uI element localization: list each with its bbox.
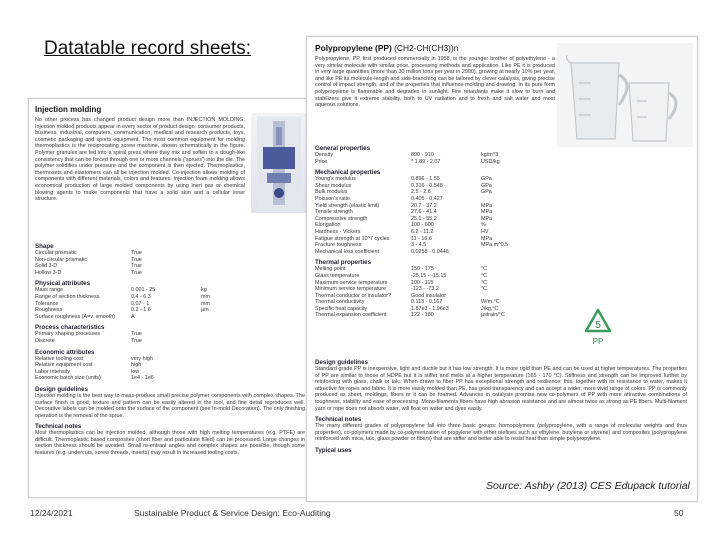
prop-unit: °C — [481, 266, 488, 273]
economic-heading: Economic attributes — [35, 348, 95, 356]
table-row — [35, 375, 305, 382]
injection-machine-schematic — [251, 113, 307, 213]
table-row — [315, 189, 577, 196]
prop-value: 100 - 600 — [411, 222, 434, 229]
pp-technical-notes-heading: Technical notes — [315, 416, 362, 424]
table-row — [315, 203, 577, 210]
prop-name: Specific heat capacity — [315, 305, 368, 312]
table-row — [35, 294, 305, 301]
prop-unit: % — [481, 222, 486, 229]
general-properties-heading: General properties — [315, 145, 371, 152]
attr-name: Non-circular prismatic — [35, 256, 88, 263]
attr-name: Surface roughness (A=v. smooth) — [35, 313, 116, 320]
injection-intro-section — [35, 105, 245, 203]
prop-unit: °C — [481, 272, 488, 279]
typical-uses-heading: Typical uses — [315, 446, 352, 454]
prop-unit: kg/m^3 — [481, 152, 499, 158]
prop-name: Density — [315, 152, 333, 158]
injection-sheet-title: Injection molding — [35, 105, 102, 114]
prop-value: 11 - 16.6 — [411, 235, 432, 242]
attr-value: 0.2 - 1.6 — [131, 307, 151, 314]
attr-value: True — [131, 337, 142, 344]
injection-machine-illustration — [251, 113, 307, 213]
attr-value: True — [131, 269, 142, 276]
prop-value: 0.0258 - 0.0446 — [411, 248, 449, 255]
prop-value: * 1.89 - 2.07 — [411, 158, 441, 165]
pp-design-guidelines-heading: Design guidelines — [315, 359, 368, 366]
table-row — [315, 306, 577, 313]
thermal-properties-heading: Thermal properties — [315, 259, 372, 267]
process-heading: Process characteristics — [35, 324, 105, 332]
attr-value: True — [131, 256, 142, 263]
table-row — [315, 280, 577, 287]
prop-name: Mechanical loss coefficient — [315, 248, 380, 255]
prop-name: Fracture toughness — [315, 242, 362, 249]
prop-name: Young's modulus — [315, 176, 356, 183]
attr-value: very high — [131, 355, 153, 362]
prop-name: Glass temperature — [315, 272, 360, 279]
injection-intro-text: No other process has changed product design more than INJECTION MOLDING. Injection molded products appear in every sector of product design: consumer products, business, industrial, computers, communication, medical and research products, toys, cosmetic packaging and sports equipment. The most common equipment for molding thermoplastics is the reciprocating screw machine, shown schematically in the figure. Polymer granules are fed into a spiral press where they mix and soften to a dough-like consistency that can be forced through one or more channels ('sprues') into the die. The polymer solidifies under pressure and the component is then ejected. Thermoplastics, thermosets and elastomers can all be injection molded. Co-injection allows molding of components with different materials, colors and features. Injection foam molding allows economical production of large molded components by using inert gas or chemical blowing agents to make components that have a solid skin and a cellular inner structure. — [35, 117, 245, 203]
source-citation: Source: Ashby (2013) CES Edupack tutorial — [486, 480, 690, 492]
prop-value: 27.6 - 41.4 — [411, 209, 437, 216]
table-row — [35, 338, 305, 345]
table-row — [315, 312, 577, 319]
attr-name: Hollow 3-D — [35, 269, 62, 276]
design-guidelines-text: Injection molding is the best way to mass-produce small precise polymer components with complex shapes. The surface finish is good; texture and pattern can be easily altered in the tool, and fine detail reproduces well. Decorative labels can be molded onto the surface of the component (see In-mold Decoration). The only finishing operation is the removal of the sprue. — [35, 392, 305, 419]
prop-name: Thermal conductivity — [315, 299, 365, 306]
prop-unit: GPa — [481, 182, 492, 189]
table-row — [315, 176, 577, 183]
table-row — [315, 222, 577, 229]
recycling-symbol — [583, 307, 613, 349]
pp-title-text: Polypropylene (PP) — [315, 43, 392, 53]
prop-name: Elongation — [315, 222, 341, 229]
pp-properties-section — [315, 141, 577, 319]
polypropylene-record-sheet — [306, 36, 698, 502]
attr-value: 0.07 - 1 — [131, 300, 150, 307]
prop-name: Yield strength (elastic limit) — [315, 202, 380, 209]
attr-name: Roughness — [35, 307, 63, 314]
prop-name: Hardness - Vickers — [315, 228, 361, 235]
prop-name: Minimum service temperature — [315, 286, 386, 293]
shape-heading: Shape — [35, 243, 54, 250]
attr-unit: µm — [201, 307, 209, 314]
table-row — [35, 263, 305, 270]
attr-unit — [201, 314, 241, 321]
prop-unit: MPa — [481, 202, 493, 209]
prop-unit: HV — [481, 228, 489, 235]
prop-value: 0.113 - 0.167 — [411, 299, 443, 306]
footer-date: 12/24/2021 — [30, 508, 73, 518]
prop-value: 0.316 - 0.548 — [411, 182, 443, 189]
table-row — [35, 356, 305, 363]
technical-notes-heading: Technical notes — [35, 423, 82, 431]
prop-name: Bulk modulus — [315, 189, 348, 196]
attr-name: Labor intensity — [35, 368, 71, 375]
prop-value: 1.87e3 - 1.96e3 — [411, 305, 449, 312]
table-row — [315, 299, 577, 306]
attr-value: high — [131, 362, 142, 369]
table-row — [315, 242, 577, 249]
measuring-jugs-photo — [557, 43, 693, 147]
prop-unit: USD/kg — [481, 158, 500, 165]
prop-value: -123 - -73.2 — [411, 286, 439, 293]
prop-value: 2.5 - 2.6 — [411, 189, 431, 196]
prop-name: Thermal expansion coefficient — [315, 312, 387, 319]
prop-unit: J/kg.°C — [481, 305, 499, 312]
table-row — [315, 216, 577, 223]
attr-name: Circular prismatic — [35, 250, 77, 256]
pp-intro-section — [315, 43, 555, 109]
prop-name: Melting point — [315, 266, 346, 273]
prop-unit — [481, 249, 521, 256]
table-row — [35, 301, 305, 308]
attr-unit: kg — [201, 287, 207, 294]
table-row — [315, 273, 577, 280]
prop-unit: µstrain/°C — [481, 312, 505, 319]
pp-formula: (CH2-CH(CH3))n — [394, 43, 459, 53]
attr-value: 0.4 - 6.3 — [131, 293, 151, 300]
attr-name: Discrete — [35, 337, 55, 344]
recycle-label: PP — [592, 337, 604, 346]
prop-unit: MPa — [481, 209, 493, 216]
mechanical-properties-heading: Mechanical properties — [315, 169, 381, 177]
prop-unit: GPa — [481, 189, 492, 196]
table-row — [315, 229, 577, 236]
prop-value: 6.2 - 11.2 — [411, 228, 434, 235]
table-row — [315, 293, 577, 300]
table-row — [315, 152, 577, 159]
physical-heading: Physical attributes — [35, 280, 91, 288]
table-row — [35, 314, 305, 321]
prop-unit: MPa.m^0.5 — [481, 242, 509, 249]
slide-title: Datatable record sheets: — [44, 38, 252, 59]
prop-name: Thermal conductor or insulator? — [315, 292, 392, 299]
table-row — [315, 183, 577, 190]
attr-value: True — [131, 250, 142, 256]
table-row — [315, 249, 577, 256]
prop-name: Shear modulus — [315, 182, 352, 189]
attr-value: low — [131, 368, 140, 375]
prop-value: 100 - 115 — [411, 279, 434, 286]
attr-name: Mass range — [35, 287, 64, 294]
prop-value: 0.405 - 0.427 — [411, 195, 443, 202]
attr-name: Primary shaping processes — [35, 331, 101, 338]
technical-notes-text: Most thermoplastics can be injection molded, although those with high melting temperatures (e.g. PTFE) are difficult. Thermoplastic based composites (short fiber and particulate filled) can be processed. Large changes in section thickness should be avoided. Small re-entrant angles and complex shapes are possible, though some features (e.g. undercuts, screw threads, inserts) may result in increased tooling costs. — [35, 430, 305, 457]
table-row — [315, 209, 577, 216]
prop-unit — [481, 293, 521, 300]
prop-value: 122 - 180 — [411, 312, 434, 319]
attr-name: Economic batch size (units) — [35, 375, 101, 382]
prop-unit: GPa — [481, 176, 492, 183]
prop-name: Compressive strength — [315, 215, 368, 222]
attr-name: Range of section thickness — [35, 293, 100, 300]
table-row — [35, 257, 305, 264]
prop-unit: MPa — [481, 215, 493, 222]
recycle-icon — [583, 307, 613, 349]
prop-unit: MPa — [481, 235, 493, 242]
prop-unit: W/m.°C — [481, 299, 500, 306]
measuring-jugs-illustration — [557, 43, 693, 147]
prop-name: Maximum service temperature — [315, 279, 388, 286]
pp-sheet-title — [315, 43, 555, 53]
attr-name: Relative equipment cost — [35, 362, 93, 369]
prop-value: 150 - 175 — [411, 266, 434, 273]
table-row — [35, 250, 305, 257]
pp-guidelines-section — [315, 355, 687, 454]
table-row — [35, 331, 305, 338]
table-row — [315, 159, 577, 166]
prop-name: Poisson's ratio — [315, 195, 350, 202]
injection-attributes-section — [35, 239, 305, 457]
prop-value: 3 - 4.5 — [411, 242, 427, 249]
prop-name: Fatigue strength at 10^7 cycles — [315, 235, 390, 242]
attr-name: Relative tooling cost — [35, 355, 84, 362]
attr-value: A — [131, 313, 135, 320]
prop-value: -25.15 - -15.15 — [411, 272, 447, 279]
attr-name: Solid 3-D — [35, 263, 58, 270]
prop-name: Price — [315, 158, 328, 165]
prop-value: 0.896 - 1.55 — [411, 176, 440, 183]
prop-unit: °C — [481, 279, 488, 286]
prop-unit — [481, 196, 521, 203]
page-number: 50 — [674, 508, 684, 518]
prop-value: Good insulator — [411, 292, 447, 299]
attr-name: Tolerance — [35, 300, 59, 307]
pp-intro-text: Polypropylene, PP, first produced commercially in 1958, is the younger brother of polyethylene - a very similar molecule with similar price, processing methods and application. Like PE it is produced in very large quantities (more than 30 million tons per year in 2000), growing at nearly 10% per year, and like PE its molecule-length and side-branching can be tailored by clever catalysis, giving precise control of impact strength, and of the properties that influence molding and drawing. In its pure form polypropylene is flammable and degrades in sunlight. Fire retardants make it slow to burn and stabilizers give it extreme stability, both to UV radiation and to fresh and salt water and most aqueous solutions. — [315, 56, 555, 109]
table-row — [35, 287, 305, 294]
footer-course-title: Sustainable Product & Service Design: Eco-Auditing — [134, 508, 331, 518]
attr-unit: mm — [201, 300, 210, 307]
table-row — [315, 286, 577, 293]
prop-value: 20.7 - 37.2 — [411, 202, 437, 209]
design-guidelines-heading: Design guidelines — [35, 385, 88, 393]
attr-value: 0.001 - 25 — [131, 287, 156, 294]
table-row — [315, 266, 577, 273]
pp-design-guidelines-text: Standard grade PP is inexpensive, light and ductile but it has low strength. It is more rigid than PE and can be used at higher temperatures. The properties of PP are similar to those of HDPE but it is stiffer and melts at a higher temperature (165 - 170 °C). Stiffness and strength can be improved further by reinforcing with glass, chalk or talc. When drawn to fiber PP has exceptional strength and resilience; this, together with its resistance to water, makes it attractive for ropes and fabric. It is more easily molded than PE, has good transparency and can accept a wider, more vivid range of colors. PP is commonly produced as sheet, moldings, fibers or it can be foamed. Advances in catalysis promise new co-polymers of PP with more attractive combinations of toughness, stability and ease of processing. Mono-filaments fibers have high abrasion resistance and are almost twice as strong as PE fibers. Multi-filament yarn or rope does not absorb water, will float on water and dyes easily. — [315, 366, 687, 412]
table-row — [35, 307, 305, 314]
table-row — [35, 369, 305, 376]
table-row — [315, 196, 577, 203]
prop-value: 890 - 910 — [411, 152, 434, 158]
attr-value: 1e4 - 1e6 — [131, 375, 154, 382]
injection-molding-record-sheet — [28, 98, 312, 498]
prop-value: 25.1 - 55.2 — [411, 215, 437, 222]
attr-value: True — [131, 331, 142, 338]
attr-value: True — [131, 263, 142, 270]
attr-unit: mm — [201, 293, 210, 300]
recycle-number: 5 — [595, 320, 601, 331]
table-row — [35, 362, 305, 369]
prop-unit: °C — [481, 286, 488, 293]
table-row — [315, 236, 577, 243]
table-row — [35, 270, 305, 277]
prop-name: Tensile strength — [315, 209, 353, 216]
pp-technical-notes-text: The many different grades of polypropylene fall into three basic groups: homopolymers (polypropylene, with a range of molecular weights and thus properties), co-polymers made by co-polymerization of propylene with other olefines such as ethylene, butylene or styrene) and composites (polypropylene reinforced with mica, talc, glass powder or fibers) that are stiffer and better able to resist heat than simple polypropylene. — [315, 423, 687, 443]
